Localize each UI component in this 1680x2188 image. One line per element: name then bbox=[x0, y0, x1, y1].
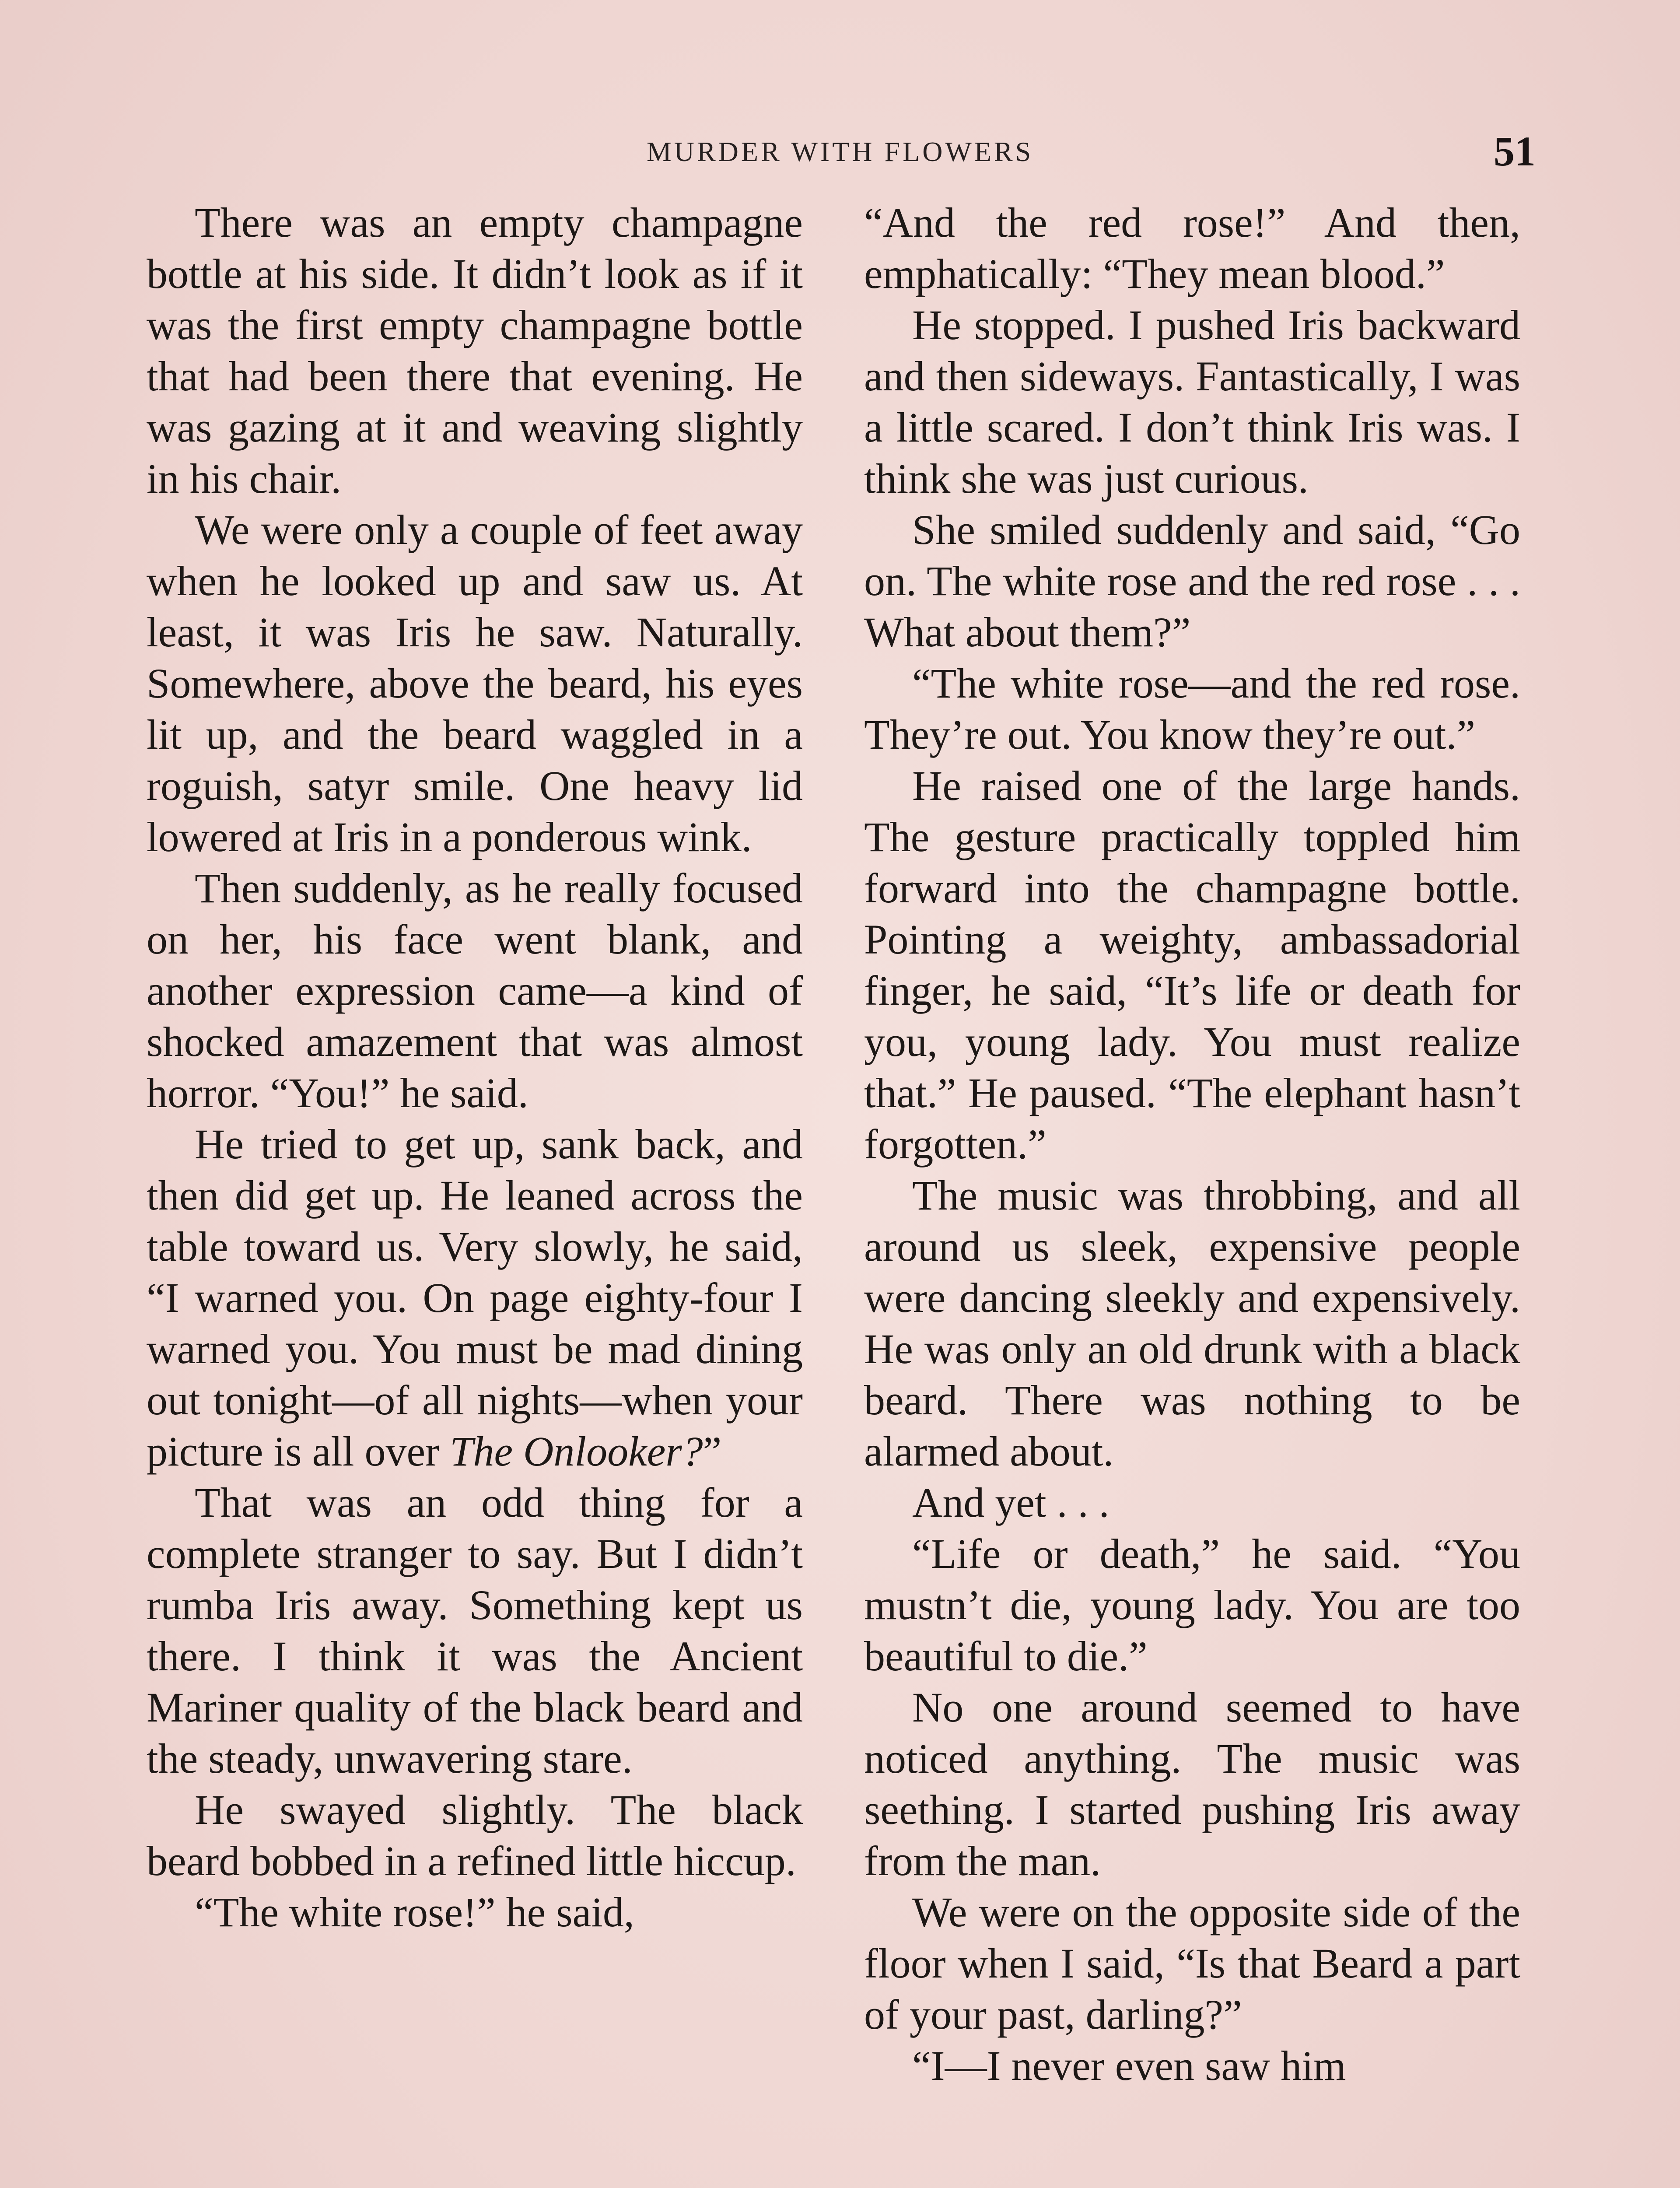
paragraph-text: Then suddenly, as he really focused on her, his face went blank, and another expression came—a kind of shocked amazement that was almost horror. “You!” he said. bbox=[147, 865, 803, 1116]
running-head bbox=[144, 127, 1536, 175]
paragraph-text: She smiled suddenly and said, “Go on. The white rose and the red rose . . . What about them?” bbox=[864, 506, 1520, 656]
paragraph-text: That was an odd thing for a complete stranger to say. But I didn’t rumba Iris away. Something kept us there. I think it was the Ancient Mariner quality of the black beard and the steady, unwavering stare. bbox=[147, 1479, 803, 1782]
paragraph-text: He stopped. I pushed Iris backward and then sideways. Fantastically, I was a little scared. I don’t think Iris was. I think she was just curious. bbox=[864, 302, 1520, 502]
paragraph-text: He raised one of the large hands. The gesture practically toppled him forward into the champagne bottle. Pointing a weighty, ambassadorial finger, he said, “It’s life or death for you, young lady. You must realize that.” He paused. “The elephant hasn’t forgotten.” bbox=[864, 762, 1520, 1168]
running-title: MURDER WITH FLOWERS bbox=[646, 136, 1034, 167]
paragraph-text: There was an empty champagne bottle at his side. It didn’t look as if it was the first empty champagne bottle that had been there that evening. He was gazing at it and weaving slightly in his chair. bbox=[147, 199, 803, 502]
paragraph bbox=[147, 863, 803, 1119]
paragraph bbox=[864, 1682, 1520, 1886]
paragraph-text: No one around seemed to have noticed anything. The music was seething. I started pushing Iris away from the man. bbox=[864, 1684, 1520, 1884]
italic-title: The Onlooker? bbox=[450, 1428, 703, 1475]
paragraph bbox=[147, 1477, 803, 1784]
paragraph-text: “And the red rose!” And then, emphatically: “They mean blood.” bbox=[864, 199, 1520, 297]
paragraph-text: We were on the opposite side of the floor when I said, “Is that Beard a part of your past, darling?” bbox=[864, 1889, 1520, 2038]
paragraph bbox=[864, 1477, 1520, 1528]
paragraph-text: “Life or death,” he said. “You mustn’t die, young lady. You are too beautiful to die.” bbox=[864, 1530, 1520, 1680]
paragraph-text: We were only a couple of feet away when he looked up and saw us. At least, it was Iris he saw. Naturally. Somewhere, above the beard, his eyes lit up, and the beard waggled in a roguish, satyr smile. One heavy lid lowered at Iris in a ponderous wink. bbox=[147, 506, 803, 860]
paragraph bbox=[864, 299, 1520, 504]
paragraph-text: “The white rose—and the red rose. They’re out. You know they’re out.” bbox=[864, 660, 1520, 758]
paragraph-text: And yet . . . bbox=[912, 1479, 1110, 1526]
paragraph bbox=[864, 1886, 1520, 2040]
right-column bbox=[864, 197, 1520, 2188]
paragraph bbox=[147, 1886, 803, 1938]
paragraph bbox=[147, 1784, 803, 1886]
paragraph-text: “I—I never even saw him bbox=[912, 2042, 1346, 2089]
left-column bbox=[147, 197, 803, 2188]
paragraph bbox=[147, 504, 803, 863]
paragraph-text: The music was throbbing, and all around us sleek, expensive people were dancing sleekly and expensively. He was only an old drunk with a black beard. There was nothing to be alarmed about. bbox=[864, 1172, 1520, 1475]
paragraph bbox=[864, 1170, 1520, 1477]
paragraph bbox=[147, 1119, 803, 1477]
paragraph-text-end: ” bbox=[703, 1428, 722, 1475]
paragraph bbox=[864, 760, 1520, 1170]
paragraph-text: He tried to get up, sank back, and then did get up. He leaned across the table toward us. Very slowly, he said, “I warned you. On page eighty-four I warned you. You must be mad dining out tonight—of all nights—when your picture is all over bbox=[147, 1121, 803, 1475]
paragraph-text: He swayed slightly. The black beard bobbed in a refined little hiccup. bbox=[147, 1786, 803, 1884]
paragraph bbox=[864, 658, 1520, 760]
paragraph bbox=[864, 2040, 1520, 2091]
paragraph-text: “The white rose!” he said, bbox=[195, 1889, 634, 1936]
paragraph-continuation bbox=[864, 197, 1520, 299]
paragraph bbox=[147, 197, 803, 504]
paragraph bbox=[864, 504, 1520, 658]
page-number: 51 bbox=[1494, 128, 1536, 175]
paragraph bbox=[864, 1528, 1520, 1682]
